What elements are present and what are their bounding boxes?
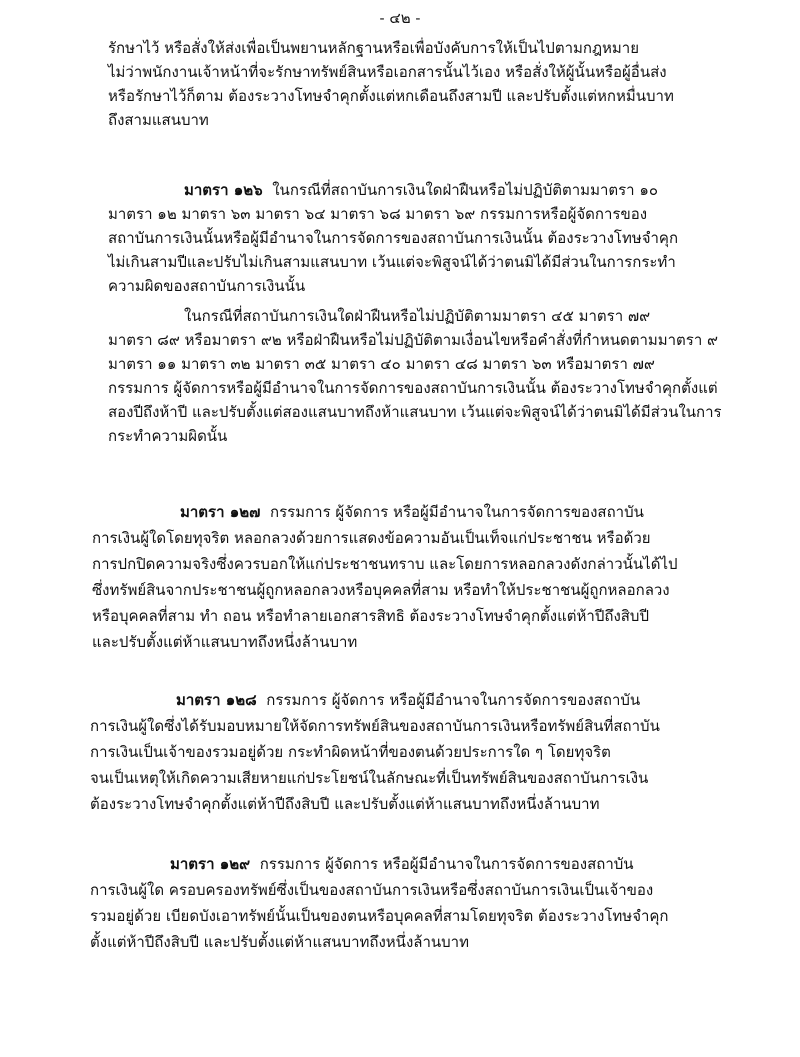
paragraph-line: มาตรา ๘๙ หรือมาตรา ๙๒ หรือฝ่าฝืนหรือไม่ปฏิบัติตามเงื่อนไขหรือคำสั่งที่กำหนดตามมาตรา ๙ [108, 331, 719, 349]
paragraph-line: รักษาไว้ หรือสั่งให้ส่งเพื่อเป็นพยานหลักฐานหรือเพื่อบังคับการให้เป็นไปตามกฎหมาย [108, 39, 640, 57]
paragraph-line: การเงินเป็นเจ้าของรวมอยู่ด้วย กระทำผิดหน้าที่ของตนด้วยประการใด ๆ โดยทุจริต [90, 743, 611, 761]
paragraph-line: การเงินผู้ใดโดยทุจริต หลอกลวงด้วยการแสดงข้อความอันเป็นเท็จแก่ประชาชน หรือด้วย [92, 529, 651, 547]
paragraph-line: มาตรา ๑๑ มาตรา ๓๒ มาตรา ๓๕ มาตรา ๔๐ มาตรา ๔๘ มาตรา ๖๓ หรือมาตรา ๗๙ [108, 355, 655, 373]
paragraph-line: หรือรักษาไว้ก็ตาม ต้องระวางโทษจำคุกตั้งแต่หกเดือนถึงสามปี และปรับตั้งแต่หกหมื่นบาท [108, 87, 674, 105]
paragraph-line: และปรับตั้งแต่ห้าแสนบาทถึงหนึ่งล้านบาท [92, 633, 358, 651]
paragraph-line: ซึ่งทรัพย์สินจากประชาชนผู้ถูกหลอกลวงหรือบุคคลที่สาม หรือทำให้ประชาชนผู้ถูกหลอกลวง [92, 581, 670, 599]
paragraph-line: การเงินผู้ใด ครอบครองทรัพย์ซึ่งเป็นของสถาบันการเงินหรือซึ่งสถาบันการเงินเป็นเจ้าของ [90, 881, 654, 899]
section-127-first-line [180, 502, 644, 522]
paragraph-line: กรรมการ ผู้จัดการ หรือผู้มีอำนาจในการจัดการของสถาบัน [266, 691, 641, 709]
paragraph-line: รวมอยู่ด้วย เบียดบังเอาทรัพย์นั้นเป็นของตนหรือบุคคลที่สามโดยทุจริต ต้องระวางโทษจำคุก [90, 907, 669, 925]
paragraph-line: กรรมการ ผู้จัดการ หรือผู้มีอำนาจในการจัดการของสถาบัน [259, 855, 634, 873]
paragraph-line: ตั้งแต่ห้าปีถึงสิบปี และปรับตั้งแต่ห้าแสนบาทถึงหนึ่งล้านบาท [90, 933, 469, 951]
paragraph-line: สองปีถึงห้าปี และปรับตั้งแต่สองแสนบาทถึงห้าแสนบาท เว้นแต่จะพิสูจน์ได้ว่าตนมิได้มีส่วนในการ [108, 403, 722, 421]
section-label: มาตรา ๑๒๖ [184, 181, 263, 199]
paragraph-line: การปกปิดความจริงซึ่งควรบอกให้แก่ประชาชนทราบ และโดยการหลอกลวงดังกล่าวนั้นได้ไป [92, 555, 678, 573]
section-label: มาตรา ๑๒๘ [176, 691, 257, 709]
paragraph-line: หรือบุคคลที่สาม ทำ ถอน หรือทำลายเอกสารสิทธิ ต้องระวางโทษจำคุกตั้งแต่ห้าปีถึงสิบปี [92, 607, 649, 625]
paragraph-line: จนเป็นเหตุให้เกิดความเสียหายแก่ประโยชน์ในลักษณะที่เป็นทรัพย์สินของสถาบันการเงิน [90, 769, 649, 787]
paragraph-line: การเงินผู้ใดซึ่งได้รับมอบหมายให้จัดการทรัพย์สินของสถาบันการเงินหรือทรัพย์สินที่สถาบัน [90, 717, 660, 735]
paragraph-line: กรรมการ ผู้จัดการ หรือผู้มีอำนาจในการจัดการของสถาบัน [270, 503, 644, 521]
paragraph-line: ถึงสามแสนบาท [108, 111, 209, 129]
paragraph-line: ไม่เกินสามปีและปรับไม่เกินสามแสนบาท เว้นแต่จะพิสูจน์ได้ว่าตนมิได้มีส่วนในการกระทำ [108, 253, 676, 271]
section-126-first-line [184, 180, 658, 200]
paragraph-line: ในกรณีที่สถาบันการเงินใดฝ่าฝืนหรือไม่ปฏิบัติตามมาตรา ๑๐ [272, 181, 659, 199]
paragraph-line: สถาบันการเงินนั้นหรือผู้มีอำนาจในการจัดการของสถาบันการเงินนั้น ต้องระวางโทษจำคุก [108, 229, 679, 247]
paragraph-line: ต้องระวางโทษจำคุกตั้งแต่ห้าปีถึงสิบปี และปรับตั้งแต่ห้าแสนบาทถึงหนึ่งล้านบาท [90, 795, 600, 813]
section-label: มาตรา ๑๒๗ [180, 503, 261, 521]
section-label: มาตรา ๑๒๙ [170, 855, 251, 873]
paragraph-line: ในกรณีที่สถาบันการเงินใดฝ่าฝืนหรือไม่ปฏิบัติตามมาตรา ๔๕ มาตรา ๗๙ [184, 307, 651, 325]
paragraph-line: ไม่ว่าพนักงานเจ้าหน้าที่จะรักษาทรัพย์สินหรือเอกสารนั้นไว้เอง หรือสั่งให้ผู้นั้นหรือผู้อื่นส่ง [108, 63, 667, 81]
section-128-first-line [176, 690, 640, 710]
paragraph-line: ความผิดของสถาบันการเงินนั้น [108, 277, 306, 295]
paragraph-line: กระทำความผิดนั้น [108, 427, 228, 445]
page-number: - ๔๒ - [379, 9, 421, 27]
section-129-first-line [170, 854, 634, 874]
paragraph-line: มาตรา ๑๒ มาตรา ๖๓ มาตรา ๖๔ มาตรา ๖๘ มาตรา ๖๙ กรรมการหรือผู้จัดการของ [108, 205, 648, 223]
paragraph-line: กรรมการ ผู้จัดการหรือผู้มีอำนาจในการจัดการของสถาบันการเงินนั้น ต้องระวางโทษจำคุกตั้งแต่ [108, 379, 718, 397]
